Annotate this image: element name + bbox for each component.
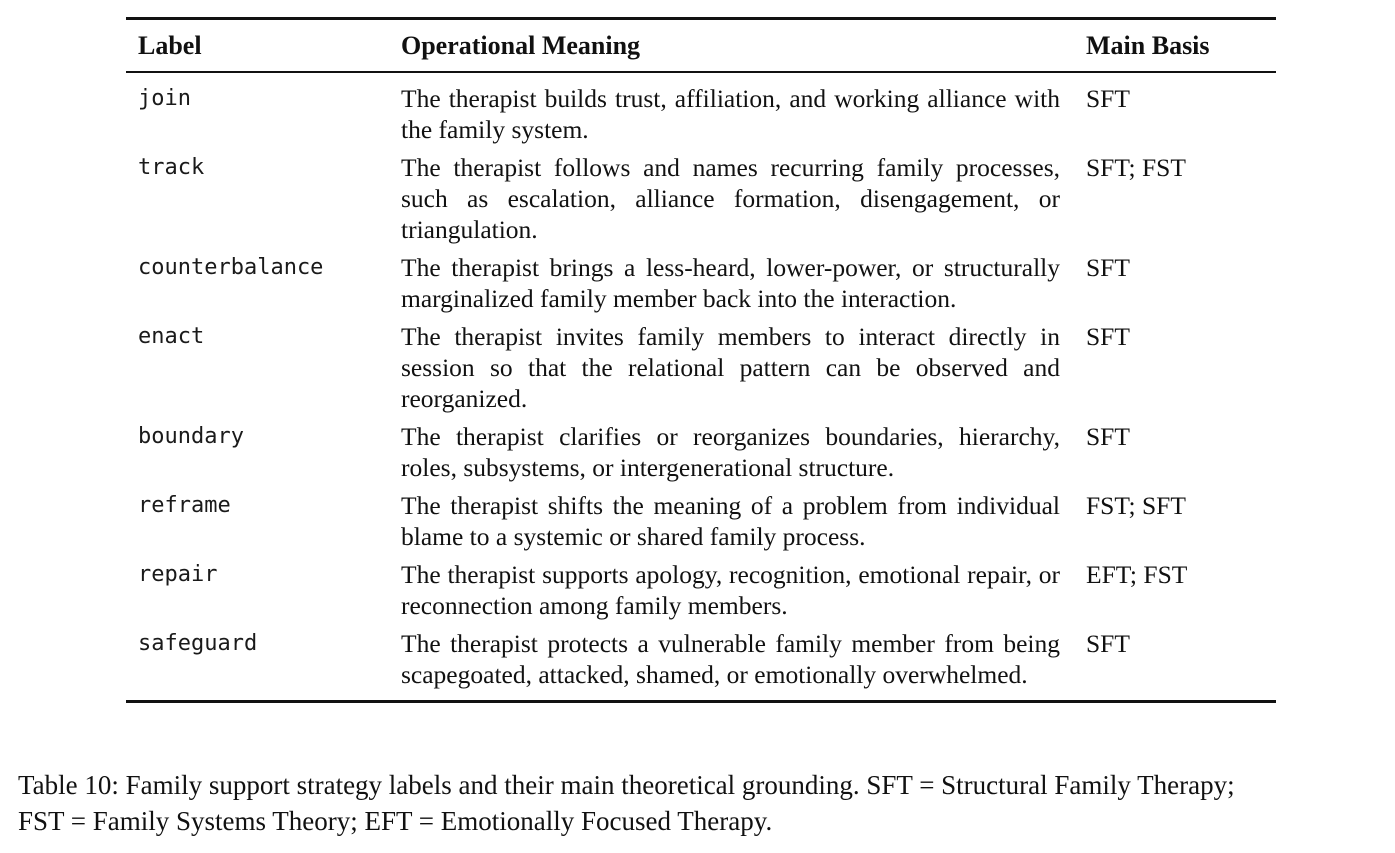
header-row (126, 19, 1276, 73)
cell-basis: SFT (1086, 629, 1130, 658)
cell-label: counterbalance (138, 255, 324, 280)
table-row (126, 148, 1276, 248)
table-row (126, 624, 1276, 702)
table-row (126, 555, 1276, 624)
cell-basis: SFT; FST (1086, 153, 1186, 182)
caption-line-2: FST = Family Systems Theory; EFT = Emotionally Focused Therapy. (18, 806, 773, 836)
cell-meaning: The therapist follows and names recurring family processes, such as escalation, alliance formation, disengagement, or triangulation. (401, 153, 1060, 244)
table-caption (18, 767, 1388, 839)
cell-basis: SFT (1086, 322, 1130, 351)
cell-label: repair (138, 562, 218, 587)
cell-label: join (138, 86, 191, 111)
cell-basis: SFT (1086, 422, 1130, 451)
cell-meaning: The therapist supports apology, recognition, emotional repair, or reconnection among family members. (401, 560, 1060, 620)
cell-meaning: The therapist clarifies or reorganizes boundaries, hierarchy, roles, subsystems, or intergenerational structure. (401, 422, 1060, 482)
cell-basis: SFT (1086, 253, 1130, 282)
caption-line-1: Table 10: Family support strategy labels and their main theoretical grounding. SFT = Structural Family Therapy; (18, 770, 1235, 800)
cell-label: safeguard (138, 631, 258, 656)
table-body (126, 72, 1276, 702)
cell-label: reframe (138, 493, 231, 518)
table-row (126, 248, 1276, 317)
cell-label: track (138, 155, 205, 180)
table-header (126, 19, 1276, 73)
header-operational-meaning: Operational Meaning (401, 31, 641, 60)
table-row (126, 317, 1276, 417)
table-row (126, 417, 1276, 486)
header-main-basis: Main Basis (1086, 31, 1210, 60)
cell-label: enact (138, 324, 205, 349)
strategy-table-container (126, 17, 1276, 703)
cell-meaning: The therapist builds trust, affiliation, and working alliance with the family system. (401, 84, 1060, 144)
cell-meaning: The therapist brings a less-heard, lower-power, or structurally marginalized family member back into the interaction. (401, 253, 1060, 313)
cell-basis: SFT (1086, 84, 1130, 113)
cell-basis: FST; SFT (1086, 491, 1186, 520)
cell-label: boundary (138, 424, 244, 449)
table-row (126, 486, 1276, 555)
cell-meaning: The therapist invites family members to interact directly in session so that the relational pattern can be observed and reorganized. (401, 322, 1060, 413)
cell-basis: EFT; FST (1086, 560, 1188, 589)
cell-meaning: The therapist shifts the meaning of a problem from individual blame to a systemic or shared family process. (401, 491, 1060, 551)
strategy-table (126, 17, 1276, 703)
header-label: Label (138, 31, 202, 60)
table-row (126, 72, 1276, 148)
cell-meaning: The therapist protects a vulnerable family member from being scapegoated, attacked, shamed, or emotionally overwhelmed. (401, 629, 1060, 689)
